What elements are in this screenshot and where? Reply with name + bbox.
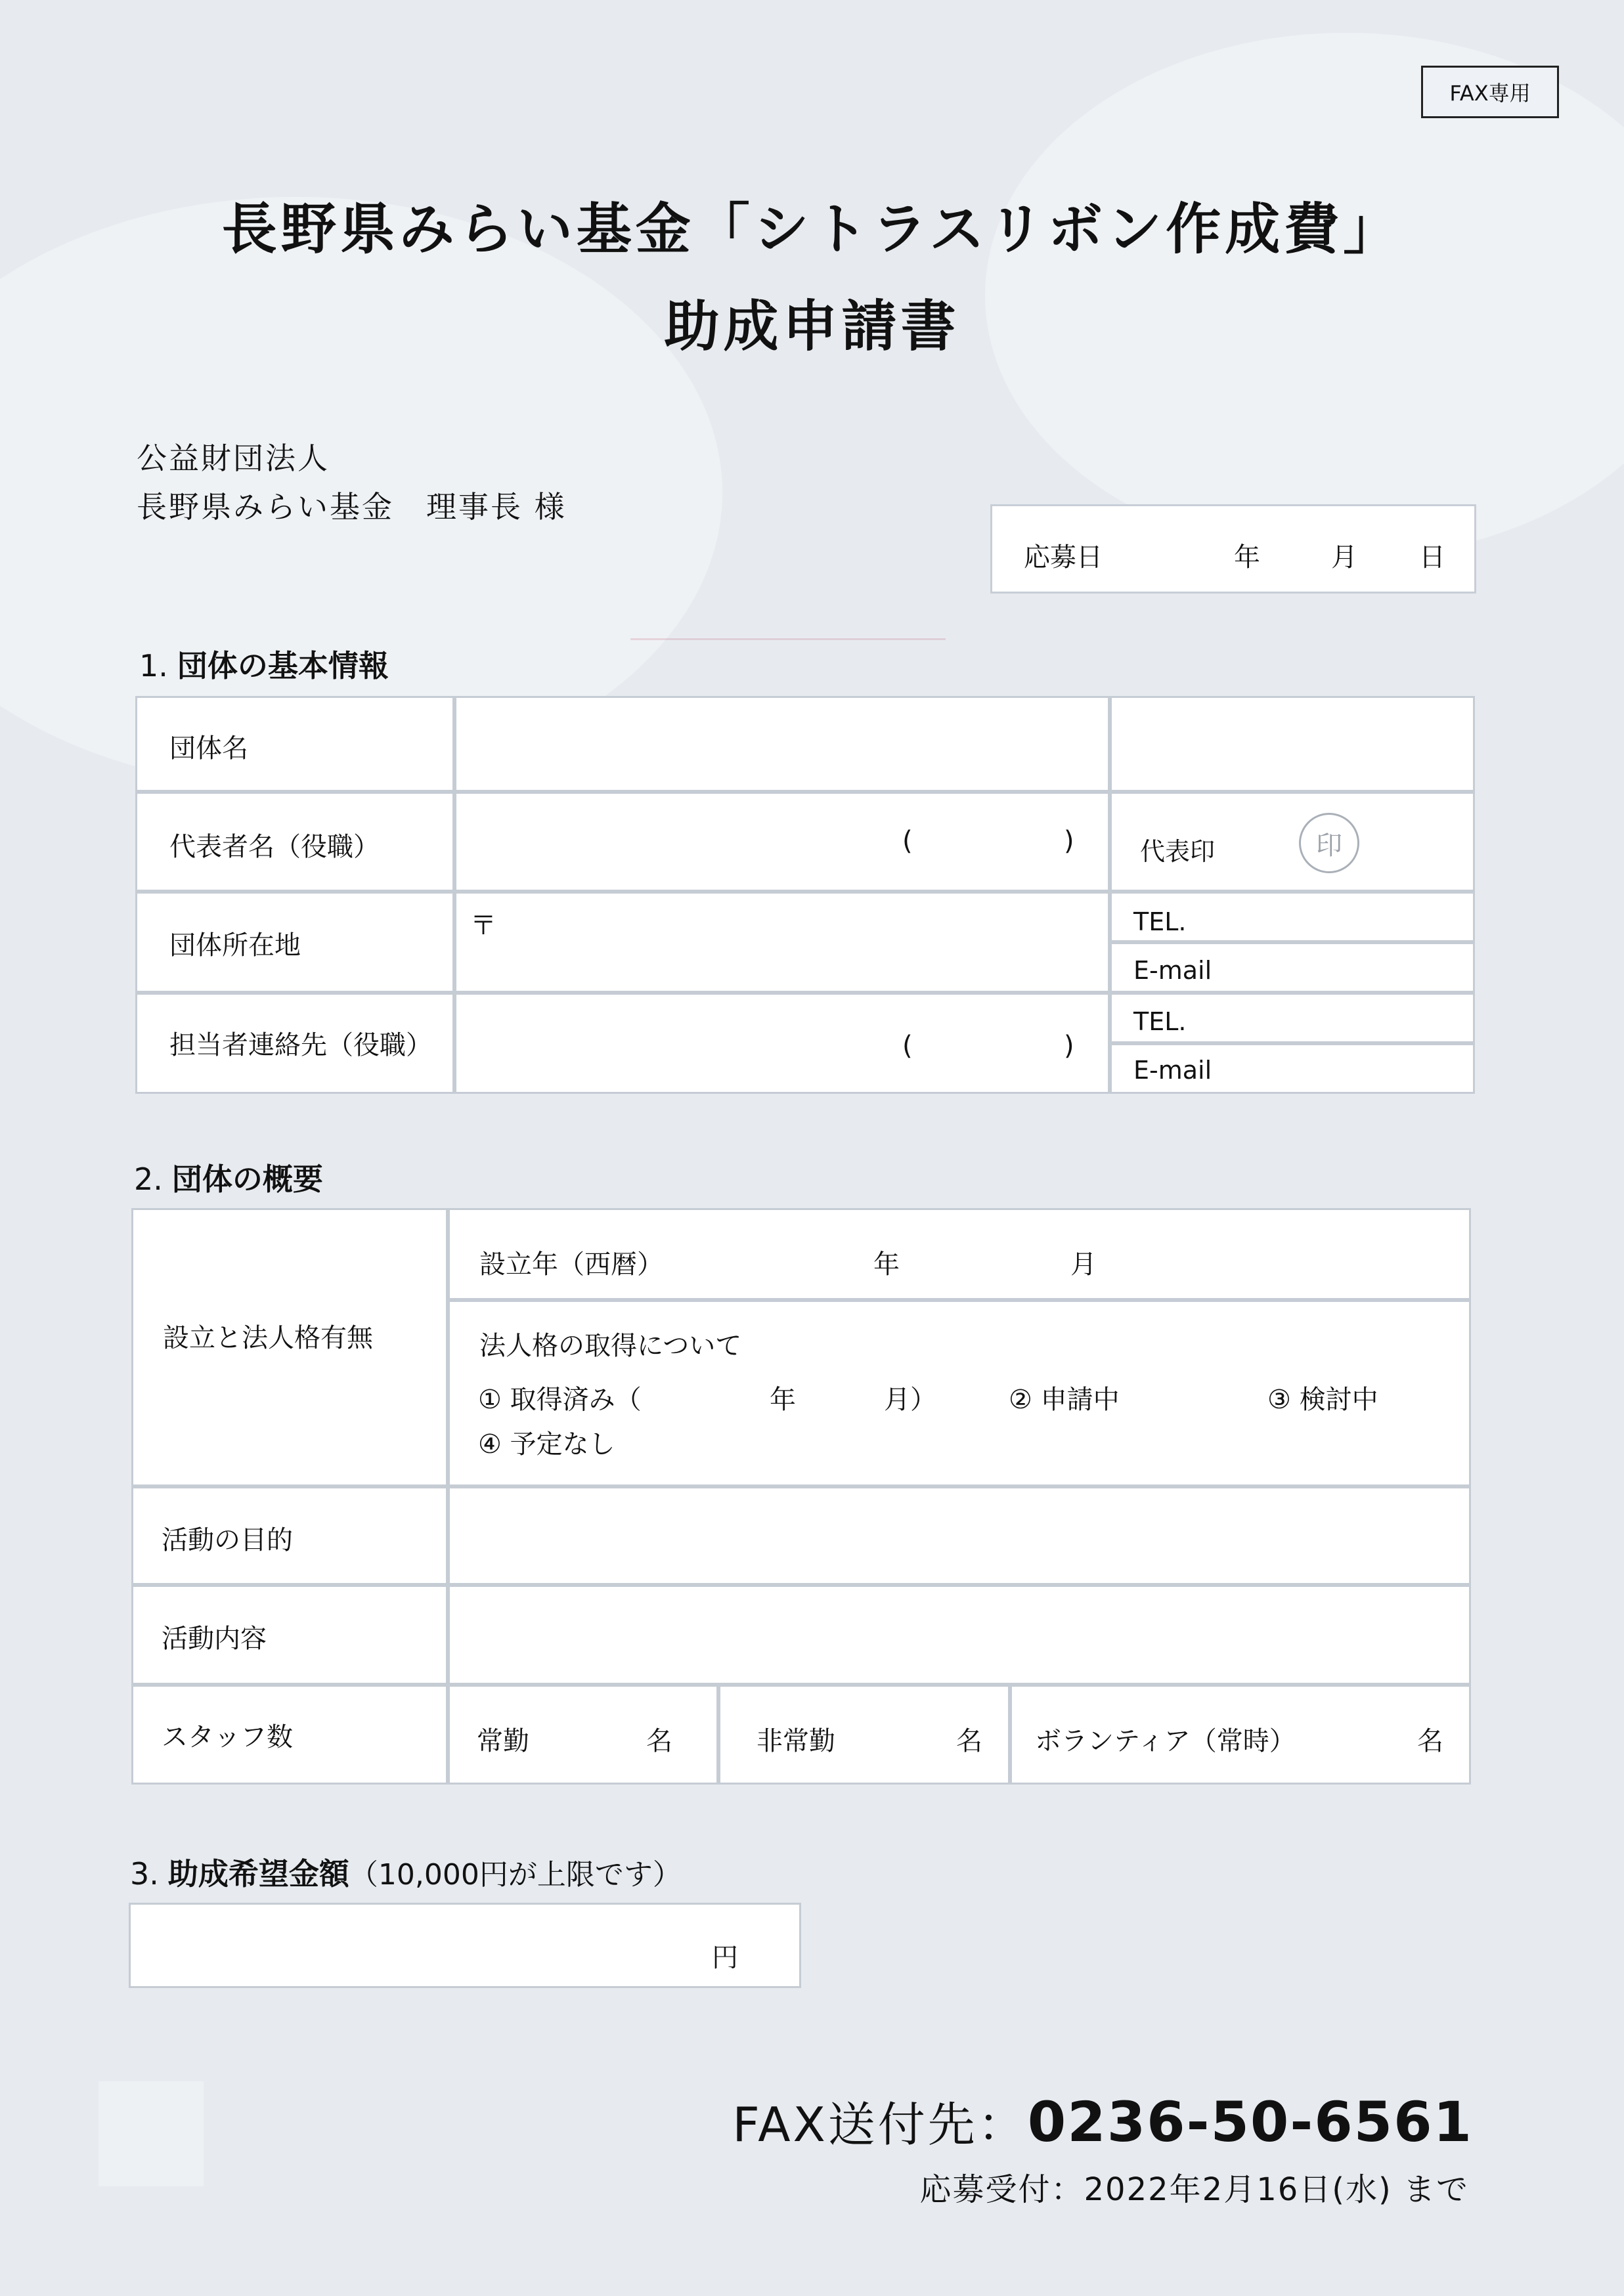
- staff-volunteer-unit: 名: [1417, 1726, 1443, 1756]
- qr-code-ghost: [99, 2081, 204, 2186]
- section3-heading: 3. 助成希望金額（10,000円が上限です）: [130, 1856, 682, 1892]
- corp-option-acquired[interactable]: ① 取得済み（: [478, 1385, 642, 1415]
- addressee-line1: 公益財団法人: [137, 441, 330, 476]
- date-month-label: 月: [1331, 542, 1357, 573]
- address-label: 団体所在地: [169, 930, 301, 961]
- staff-fulltime-unit: 名: [646, 1726, 672, 1756]
- application-deadline: 応募受付：2022年2月16日(水) まで: [919, 2171, 1469, 2208]
- corp-option-considering[interactable]: ③ 検討中: [1267, 1385, 1378, 1415]
- date-year-label: 年: [1234, 542, 1260, 573]
- addressee-line2: 長野県みらい基金 理事長 様: [137, 489, 567, 525]
- address-email-label: E-mail: [1133, 956, 1212, 985]
- establish-label: 設立と法人格有無: [163, 1323, 373, 1353]
- contact-paren-open: (: [902, 1031, 913, 1061]
- org-name-input[interactable]: [454, 696, 1110, 792]
- section2-heading: 2. 団体の概要: [134, 1161, 323, 1197]
- rep-position-paren-open: (: [902, 826, 913, 856]
- purpose-label: 活動の目的: [162, 1525, 293, 1555]
- establish-year-label: 設立年（西暦）: [479, 1249, 663, 1280]
- staff-parttime-unit: 名: [956, 1726, 982, 1756]
- fax-destination: [732, 2087, 1473, 2155]
- fax-number: 0236-50-6561: [1027, 2090, 1473, 2154]
- seal-mark-icon: 印: [1299, 813, 1359, 873]
- staff-volunteer-label: ボランティア（常時）: [1035, 1726, 1296, 1756]
- rep-name-input[interactable]: [454, 792, 1110, 892]
- form-title-line2: 助成申請書: [664, 294, 960, 358]
- contact-email-label: E-mail: [1133, 1056, 1212, 1085]
- contact-input[interactable]: [454, 993, 1110, 1094]
- staff-fulltime-label: 常勤: [477, 1726, 529, 1756]
- grant-amount-yen-unit: 円: [712, 1943, 738, 1973]
- grant-amount-input[interactable]: [129, 1903, 801, 1988]
- corp-option-applying[interactable]: ② 申請中: [1009, 1385, 1120, 1415]
- rep-seal-label: 代表印: [1140, 837, 1216, 866]
- section1-heading: 1. 団体の基本情報: [139, 648, 389, 683]
- rep-position-paren-close: ): [1064, 826, 1074, 856]
- content-label: 活動内容: [162, 1624, 267, 1654]
- fax-destination-label: FAX送付先：: [732, 2097, 1028, 2152]
- corp-option-acquired-year: 年: [770, 1385, 796, 1415]
- org-name-extra-cell[interactable]: [1110, 696, 1475, 792]
- postal-mark: 〒: [470, 911, 496, 941]
- rep-name-label: 代表者名（役職）: [169, 832, 380, 862]
- corp-option-acquired-month: 月）: [884, 1385, 936, 1415]
- application-date-label: 応募日: [1024, 542, 1103, 573]
- contact-paren-close: ): [1064, 1031, 1074, 1061]
- corp-status-title: 法人格の取得について: [479, 1331, 742, 1361]
- address-tel-label: TEL.: [1133, 907, 1187, 936]
- date-day-label: 日: [1419, 542, 1445, 573]
- form-title-line1: 長野県みらい基金「シトラスリボン作成費」: [221, 197, 1403, 261]
- org-name-label: 団体名: [169, 733, 248, 764]
- fax-only-badge: FAX専用: [1421, 66, 1559, 118]
- background-line: [630, 638, 946, 640]
- purpose-input[interactable]: [448, 1486, 1471, 1585]
- staff-parttime-label: 非常勤: [757, 1726, 835, 1756]
- establish-month-unit: 月: [1070, 1249, 1097, 1280]
- staff-label: スタッフ数: [162, 1722, 293, 1752]
- application-date-box[interactable]: [990, 504, 1476, 594]
- contact-label: 担当者連絡先（役職）: [169, 1030, 432, 1060]
- corp-option-none[interactable]: ④ 予定なし: [478, 1429, 615, 1460]
- establish-year-unit: 年: [873, 1249, 900, 1280]
- address-input[interactable]: [454, 892, 1110, 993]
- content-input[interactable]: [448, 1585, 1471, 1685]
- contact-tel-label: TEL.: [1133, 1007, 1187, 1036]
